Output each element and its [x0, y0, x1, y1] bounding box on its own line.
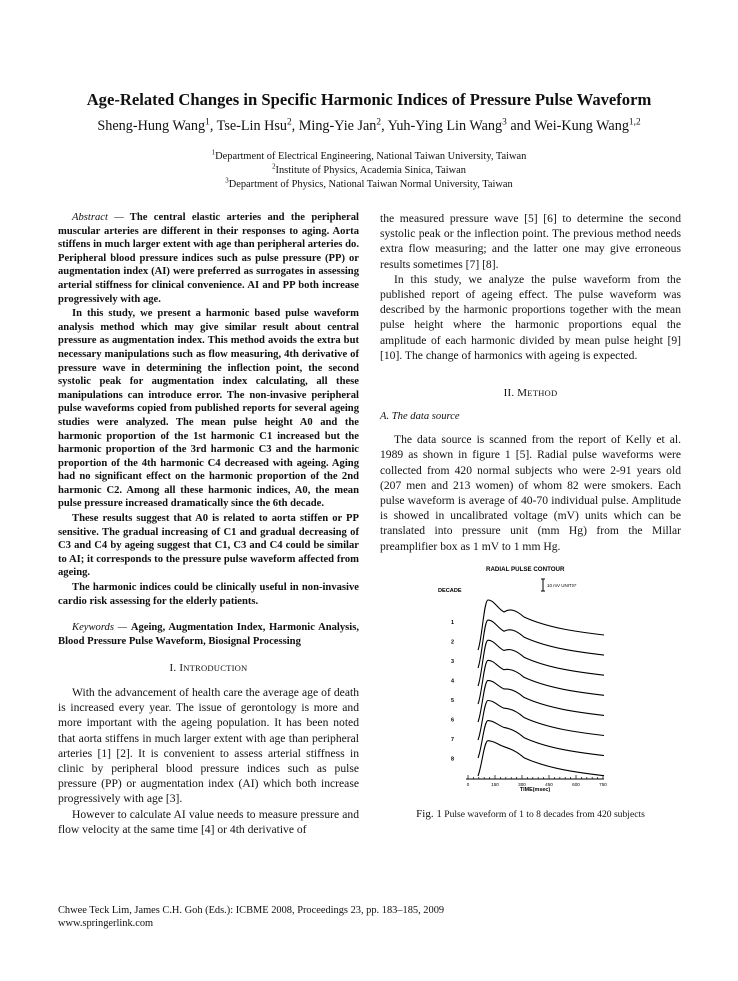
affiliation: $^1$Department of Electrical Engineering, National Taiwan University, Taiwan — [211, 149, 527, 162]
row-label: 7 — [451, 737, 454, 743]
row-label: 3 — [451, 659, 454, 665]
figure-title: RADIAL PULSE CONTOUR — [486, 566, 565, 573]
row-label: 4 — [451, 678, 454, 685]
abstract-paragraph: These results suggest that A0 is related to aorta stiffen or PP sensitive. The gradual increasing of C1 and gradual decreasing of C3 and C4 by ageing suggest that C1, C3 and C4 could be similar to AI; it corresponds to the pressure pulse waveform affected from ageing. — [58, 513, 359, 579]
figure-caption: Fig. 1 Pulse waveform of 1 to 8 decades from 420 subjects — [416, 808, 645, 820]
section-heading-method: II. METHOD — [503, 387, 558, 400]
row-label: 5 — [451, 698, 454, 704]
axis-tick-label: 450 — [545, 782, 553, 787]
row-label: 2 — [451, 639, 454, 646]
row-header: DECADE — [438, 588, 462, 594]
waveform-curve — [478, 620, 604, 668]
scale-label: 10 mV UNITS* — [547, 583, 577, 588]
author: Wei-Kung Wang$^{1,2}$ — [534, 117, 641, 134]
time-axis-label: TIME(msec) — [519, 787, 551, 792]
abstract-paragraph: Abstract — The central elastic arteries and the peripheral muscular arteries are different in their responses to aging. Aorta stiffens in much larger extent with age than peripheral arteries do. Peripheral blood pressure indices such as pulse pressure (PP) or augmentation index (AI) were preferred as surrogates in assessing arterial stiffness for clinical convenience. AI and PP both increase progressively with age. — [58, 212, 359, 305]
abstract-paragraph: In this study, we present a harmonic based pulse waveform analysis method which may give similar result about central pressure as augmentation index. This method avoids the extra but necessary manipulations such as flow measuring, 4th derivative of pressure wave in determining the inflection point, the second systolic peak for augmentation index calculating, all these manipulations can introduce error. The non-invasive peripheral pulse waveforms copied from published reports for several ageing studies were analyzed. The mean pulse height A0 and the harmonic proportion of the 1st harmonic C1 increased but the harmonic proportion of the 3rd harmonic C3 and the harmonic proportion of the 4th harmonic C4 decreased with ageing. Aging had no significant effect on the harmonic proportion of the 2nd harmonic C2. Among all these harmonic indices, A0, the mean pulse pressure increased dramatically since the 6th decade. — [58, 308, 359, 510]
abstract-paragraph: The harmonic indices could be clinically useful in non-invasive cardio risk assessing for the elderly patients. — [58, 582, 359, 607]
subsection-heading: A. The data source — [380, 410, 460, 422]
waveform-curve — [478, 721, 604, 758]
axis-tick-label: 0 — [466, 782, 470, 787]
axis-tick-label: 750 — [599, 782, 607, 787]
row-labels — [451, 620, 454, 763]
footer-citation: Chwee Teck Lim, James C.H. Goh (Eds.): ICBME 2008, Proceedings 23, pp. 183–185, 2009 — [58, 905, 445, 916]
right-column — [380, 211, 681, 554]
time-axis-ticks — [468, 775, 603, 779]
row-label: 8 — [451, 756, 454, 763]
section-heading-introduction: I. INTRODUCTION — [169, 662, 248, 675]
pulse-contour-figure — [438, 566, 614, 792]
body-paragraph: With the advancement of health care the average age of death is increased every year. The issue of gerontology is more and more important with the ageing population. It has been noted that aorta stiffens in much larger extent with age than peripheral arteries [1] [2]. It is convenient to assess arterial stiffness in clinic by peripheral blood pressure indices such as pulse pressure (PP) or augmentation index (AI) which both increase progressively with age [3]. — [58, 686, 359, 806]
body-paragraph: However to calculate AI value needs to measure pressure and flow velocity at the same time [4] or 4th derivative of — [58, 807, 359, 836]
waveform-curve — [478, 660, 604, 704]
body-paragraph: In this study, we analyze the pulse waveform from the published report of ageing effect. The pulse waveform was described by the harmonic proportions together with the mean pulse height where the harmonic proportions equal the amplitude of each harmonic divided by mean pulse height [9] [10]. The change of harmonics with ageing is expected. — [380, 272, 681, 362]
footer-url: www.springerlink.com — [58, 918, 154, 929]
page-footer — [58, 904, 444, 930]
body-paragraph: The data source is scanned from the report of Kelly et al. 1989 as shown in figure 1 [5]. Radial pulse waveforms were collected from 420 normal subjects who were 2-91 years old (207 men and 213 women) of whom 82 were smokers. Each pulse waveform is average of 40-70 individual pulse. Amplitude is showed in uncalibrated voltage (mV) units which can be translated into pressure unit (mm Hg) from the Millar preamplifier box as 1 mV to 1 mm Hg. — [380, 433, 681, 553]
affiliations — [0, 150, 738, 192]
paper-title: Age-Related Changes in Specific Harmonic Indices of Pressure Pulse Waveform — [86, 90, 652, 109]
waveform-curve — [478, 701, 604, 741]
row-label: 6 — [451, 717, 454, 724]
body-paragraph: the measured pressure wave [5] [6] to determine the second systolic peak or the inflection point. The previous method needs extra flow measuring; and the latter one may give erroneous results sometimes [7] [8]. — [380, 212, 681, 271]
waveform-curve — [478, 680, 604, 722]
author: Yuh-Ying Lin Wang$^3$ — [387, 117, 507, 134]
author-list: Sheng-Hung Wang$^1$, Tse-Lin Hsu$^2$, Ming-Yie Jan$^2$, Yuh-Ying Lin Wang$^3$ and Wei-Kung Wang$^{1,2}$ — [97, 117, 641, 134]
waveform-curve — [478, 741, 604, 776]
affiliation: $^2$Institute of Physics, Academia Sinica, Taiwan — [272, 163, 466, 176]
waveform-curves — [478, 600, 604, 776]
affiliation: $^3$Department of Physics, National Taiwan Normal University, Taiwan — [225, 177, 513, 190]
axis-tick-label: 600 — [572, 782, 580, 787]
waveform-curve — [478, 640, 604, 686]
left-column — [58, 211, 359, 837]
row-label: 1 — [451, 620, 454, 626]
keywords: Keywords — Ageing, Augmentation Index, Harmonic Analysis, Blood Pressure Pulse Waveform, Biosignal Processing — [58, 622, 359, 647]
axis-tick-label: 300 — [518, 782, 526, 787]
author: Ming-Yie Jan$^2$ — [298, 117, 382, 134]
axis-tick-label: 150 — [491, 782, 499, 787]
author: Tse-Lin Hsu$^2$ — [216, 117, 292, 134]
author: Sheng-Hung Wang$^1$ — [97, 117, 210, 134]
